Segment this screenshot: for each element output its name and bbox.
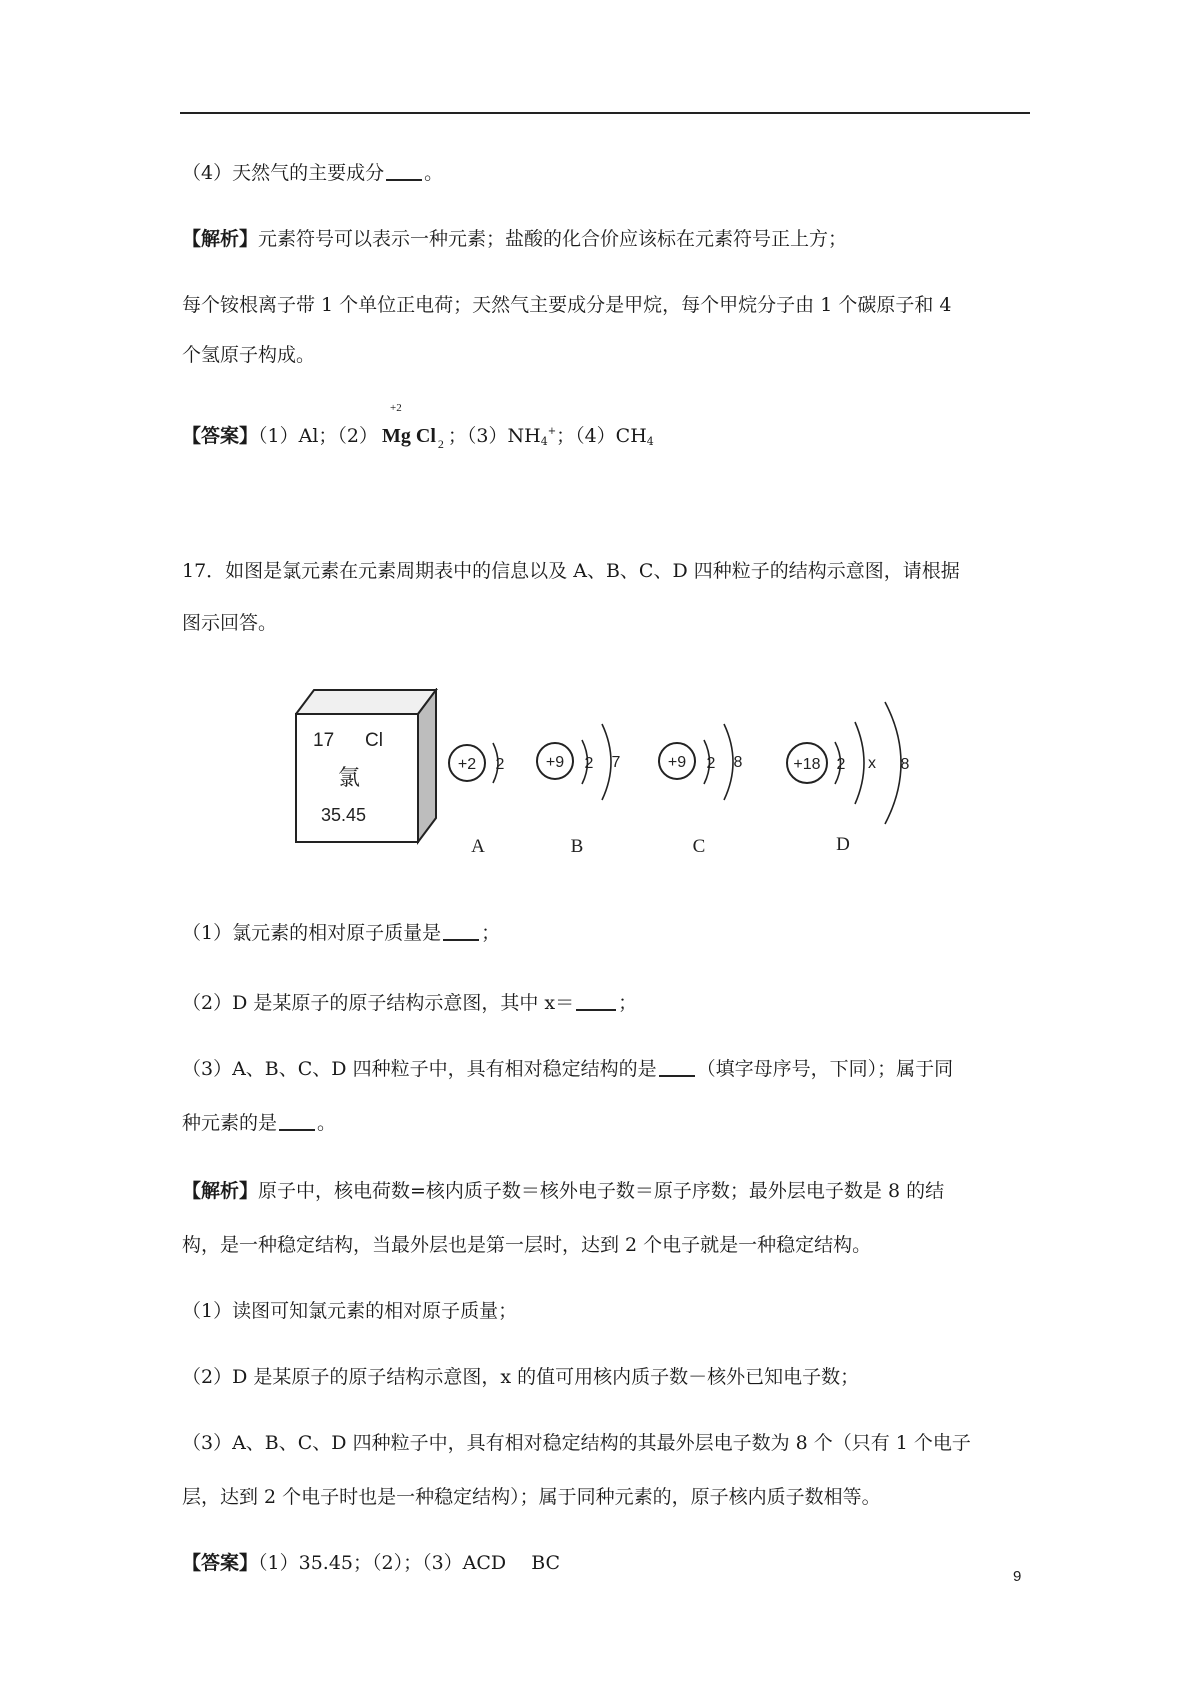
q17-analysis-p3-line2: 层，达到 2 个电子时也是一种稳定结构）；属于同种元素的，原子核内质子数相等。 xyxy=(182,1486,881,1508)
element-number: 17 xyxy=(313,730,335,751)
particle-b-nucleus-charge: +9 xyxy=(545,754,565,771)
q4-line xyxy=(182,160,443,185)
mgcl2-formula xyxy=(382,402,444,451)
q17-sub3-line1 xyxy=(182,1056,953,1081)
q17-analysis-lead: 【解析】 xyxy=(182,1180,259,1202)
mg-valence: +2 xyxy=(390,402,402,414)
particle-a-shell-1-count: 2 xyxy=(495,756,505,773)
header-rule xyxy=(180,112,1030,114)
analysis1-line2: 每个铵根离子带 1 个单位正电荷；天然气主要成分是甲烷，每个甲烷分子由 1 个碳原子和 4 xyxy=(182,294,952,316)
analysis1-line3: 个氢原子构成。 xyxy=(182,344,316,366)
particle-d-shell-2 xyxy=(855,722,864,804)
particle-b-label: B xyxy=(570,836,584,857)
answer1-part4: ；（4）CH xyxy=(556,425,647,447)
q17-analysis-p1: （1）读图可知氯元素的相对原子质量； xyxy=(182,1300,518,1322)
q17-sub2-text: （2）D 是某原子的原子结构示意图，其中 x＝ xyxy=(182,992,575,1014)
q17-analysis-text: 原子中，核电荷数=核内质子数＝核外电子数＝原子序数；最外层电子数是 8 的结 xyxy=(258,1180,945,1202)
particle-c-shell-2-count: 8 xyxy=(733,754,743,771)
q17-sub3-blank2[interactable] xyxy=(279,1110,315,1131)
particle-d-shell-1-count: 2 xyxy=(836,756,846,773)
q17-sub3-line2-text: 种元素的是 xyxy=(182,1112,278,1134)
q17-answer xyxy=(182,1552,560,1575)
nh-subscript: 4 xyxy=(540,435,548,448)
particle-d-nucleus-charge: +18 xyxy=(793,756,821,773)
answer1-line xyxy=(182,402,654,451)
structure-diagram xyxy=(295,688,935,880)
particle-d xyxy=(787,702,910,855)
q17-sub3-line2 xyxy=(182,1110,336,1135)
particle-a-label: A xyxy=(471,836,485,857)
ch-subscript: 4 xyxy=(646,435,654,448)
element-mass: 35.45 xyxy=(321,805,367,825)
q17-analysis-p2: （2）D 是某原子的原子结构示意图，x 的值可用核内质子数－核外已知电子数； xyxy=(182,1366,860,1388)
particle-c-shell-1-count: 2 xyxy=(706,755,716,772)
particle-d-shell-2-count: x xyxy=(868,755,876,772)
q4-blank[interactable] xyxy=(386,160,422,181)
q17-sub1 xyxy=(182,920,500,945)
nh-superscript: + xyxy=(547,426,557,437)
particle-d-shell-3-count: 8 xyxy=(900,756,910,773)
q17-stem-line2: 图示回答。 xyxy=(182,612,278,634)
q17-answer-lead: 【答案】 xyxy=(182,1552,259,1574)
particle-c xyxy=(659,724,743,857)
particle-a-nucleus-charge: +2 xyxy=(457,756,477,773)
q17-sub3-text: （3）A、B、C、D 四种粒子中，具有相对稳定结构的是 xyxy=(182,1058,657,1080)
q17-sub2 xyxy=(182,990,637,1015)
particle-c-nucleus-charge: +9 xyxy=(667,754,687,771)
particle-b-shell-2 xyxy=(602,724,611,800)
cl-symbol: Cl xyxy=(415,425,436,447)
q17-analysis-line2: 构，是一种稳定结构，当最外层也是第一层时，达到 2 个电子就是一种稳定结构。 xyxy=(182,1234,872,1256)
q17-sub1-text: （1）氯元素的相对原子质量是 xyxy=(182,922,442,944)
q17-sub2-blank[interactable] xyxy=(576,990,616,1011)
answer1-part3: ；（3）NH xyxy=(447,425,541,447)
q17-sub2-end: ； xyxy=(618,992,638,1014)
q17-sub3-blank1[interactable] xyxy=(659,1056,695,1077)
q17-sub3-text-mid: （填字母序号，下同）；属于同 xyxy=(696,1058,954,1080)
particle-b-shell-2-count: 7 xyxy=(611,754,621,771)
element-card xyxy=(296,690,436,842)
mg-symbol: Mg xyxy=(382,425,411,447)
q17-analysis-line1 xyxy=(182,1180,944,1203)
element-symbol: Cl xyxy=(365,730,383,751)
q17-sub1-blank[interactable] xyxy=(443,920,479,941)
q17-stem-line1: 17．如图是氯元素在元素周期表中的信息以及 A、B、C、D 四种粒子的结构示意图，请根据 xyxy=(182,560,960,582)
q17-sub1-end: ； xyxy=(481,922,501,944)
analysis1-text: 元素符号可以表示一种元素；盐酸的化合价应该标在元素符号正上方； xyxy=(258,228,848,250)
particle-d-label: D xyxy=(836,834,850,855)
q17-answer-text: （1）35.45；（2）；（3）ACD BC xyxy=(258,1552,561,1574)
q17-analysis-p3-line1: （3）A、B、C、D 四种粒子中，具有相对稳定结构的其最外层电子数为 8 个（只有 1 个电子 xyxy=(182,1432,971,1454)
particle-c-label: C xyxy=(692,836,706,857)
q17-sub3-line2-end: 。 xyxy=(317,1112,337,1134)
analysis1-line1 xyxy=(182,228,847,251)
particle-d-shell-3 xyxy=(885,702,901,824)
particle-a xyxy=(449,743,505,857)
q4-text-end: 。 xyxy=(424,162,444,184)
page-number: 9 xyxy=(1013,1568,1022,1585)
answer1-lead: 【答案】 xyxy=(182,425,259,447)
q4-text: （4）天然气的主要成分 xyxy=(182,162,385,184)
particle-c-shell-2 xyxy=(724,724,733,800)
particle-b-shell-1-count: 2 xyxy=(584,755,594,772)
answer1-part1: （1）Al；（2） xyxy=(258,425,378,447)
particle-b xyxy=(537,724,621,857)
cl-subscript: 2 xyxy=(437,437,444,451)
element-name: 氯 xyxy=(338,766,361,791)
analysis1-lead: 【解析】 xyxy=(182,228,259,250)
